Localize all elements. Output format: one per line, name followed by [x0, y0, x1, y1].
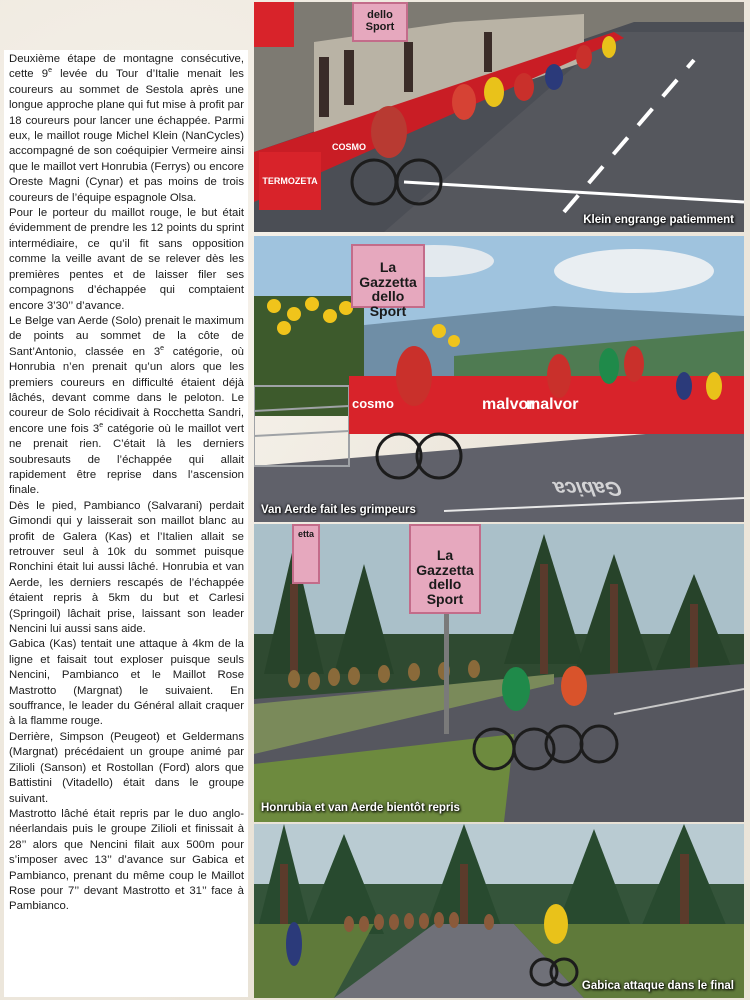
- paragraph-2: Pour le porteur du maillot rouge, le but était évidemment de prendre les 12 points du sprint intermédiaire, ce qu’il fit sans opposition comme la veille avant de se relever dès les premières pentes et de laisser filer ses compagnons d’échappée qui comptaient encore 3’30’’ d’avance.: [9, 207, 244, 312]
- article-text: [4, 50, 248, 997]
- caption-photo-3: Honrubia et van Aerde bientôt repris: [261, 802, 460, 814]
- caption-photo-4: Gabica attaque dans le final: [581, 980, 734, 992]
- gazzetta-banner: [351, 244, 425, 320]
- malvor-board-1: malvor: [482, 396, 535, 413]
- photo-van-aerde: [254, 236, 744, 522]
- paragraph-6: Derrière, Simpson (Peugeot) et Geldermans (Margnat) précédaient un groupe animé par Zilioli (Sanson) et Rostollan (Ford) alors que Battistini (Vitadello) était dans le groupe suivant.: [9, 730, 244, 805]
- road-painting: Gabica: [550, 477, 625, 499]
- termozeta-board: TERMOZETA: [262, 176, 318, 186]
- paragraph-1: Deuxième étape de montagne consécutive, cette 9e levée du Tour d’Italie menait les coureurs au sommet de Sestola après une longue approche plane qui fut mise à profit par 18 coureurs pour lancer une échappée. Parmi eux, le maillot rouge Michel Klein (NanCycles) accompagné de son coéquipier Vermeire ainsi que le maillot vert Honrubia (Ferrys) ou encore Oreste Magni (Cynar) et pas moins de trois coureurs de l’équipe espagnole Olsa.: [9, 53, 244, 204]
- cosmo-board: COSMO: [332, 142, 367, 152]
- paragraph-5: Gabica (Kas) tentait une attaque à 4km de la ligne et faisait tout exploser puisque seuls Nencini, Pambianco et le Maillot Rose Mastrotto (Margnat) le suivaient. En souffrance, le leader du Général allait craquer à la flamme rouge.: [9, 638, 244, 728]
- malvor-board-2: malvor: [526, 396, 579, 413]
- gazzetta-banner-small: etta: [292, 524, 320, 584]
- photo-honrubia: [254, 524, 744, 822]
- banner-line-2: dello Sport: [369, 288, 407, 320]
- banner-line-2: dello Sport: [426, 576, 464, 608]
- caption-photo-2: Van Aerde fait les grimpeurs: [261, 504, 416, 516]
- banner-line-1: La Gazzetta: [416, 547, 474, 578]
- banner-line-1: La Gazzetta: [359, 259, 417, 290]
- cosmo-board: cosmo: [352, 396, 394, 411]
- paragraph-4: Dès le pied, Pambianco (Salvarani) perdait Gimondi qui y laisserait son maillot blanc au profit de Galera (Kas) et l’Italien allait se retrouver seul à 10k du sommet puisque Ronchini était lui aussi lâché. Honrubia et van Aerde, les derniers rescapés de l’échappée étaient repris à 5km du but et Carlesi (Springoil) lâchait prise, laissant son leader Nencini lui aussi sans aide.: [9, 499, 244, 636]
- paragraph-7: Mastrotto lâché était repris par le duo anglo-néerlandais puis le groupe Zilioli et finissait à 28’’ alors que Nencini filait aux 500m pour s’imposer avec 13’’ d’avance sur Gabica et Pambianco, prenant du même coup le Maillot Rose pour 7’’ devant Mastrotto et 31’’ face à Pambianco.: [9, 807, 244, 913]
- photo-gabica: [254, 824, 744, 998]
- gazzetta-banner: dello Sport: [352, 2, 408, 42]
- paragraph-3: Le Belge van Aerde (Solo) prenait le maximum de points au sommet de la côte de Sant’Antonio, classée en 3e catégorie, où Honrubia n’en prenait qu’un alors que les premiers coureurs en difficulté étaient déjà lâchés, devant comme dans le peloton. Le coureur de Solo récidivait à Rocchetta Sandri, encore une fois 3e catégorie où le maillot vert ne prenait rien. C’était là les derniers soubresauts de l’échappée qui allait rapidement être reprise dans l’ascension finale.: [9, 314, 244, 497]
- photo-klein: [254, 2, 744, 232]
- gazzetta-banner: [409, 524, 481, 614]
- caption-photo-1: Klein engrange patiemment: [583, 214, 734, 226]
